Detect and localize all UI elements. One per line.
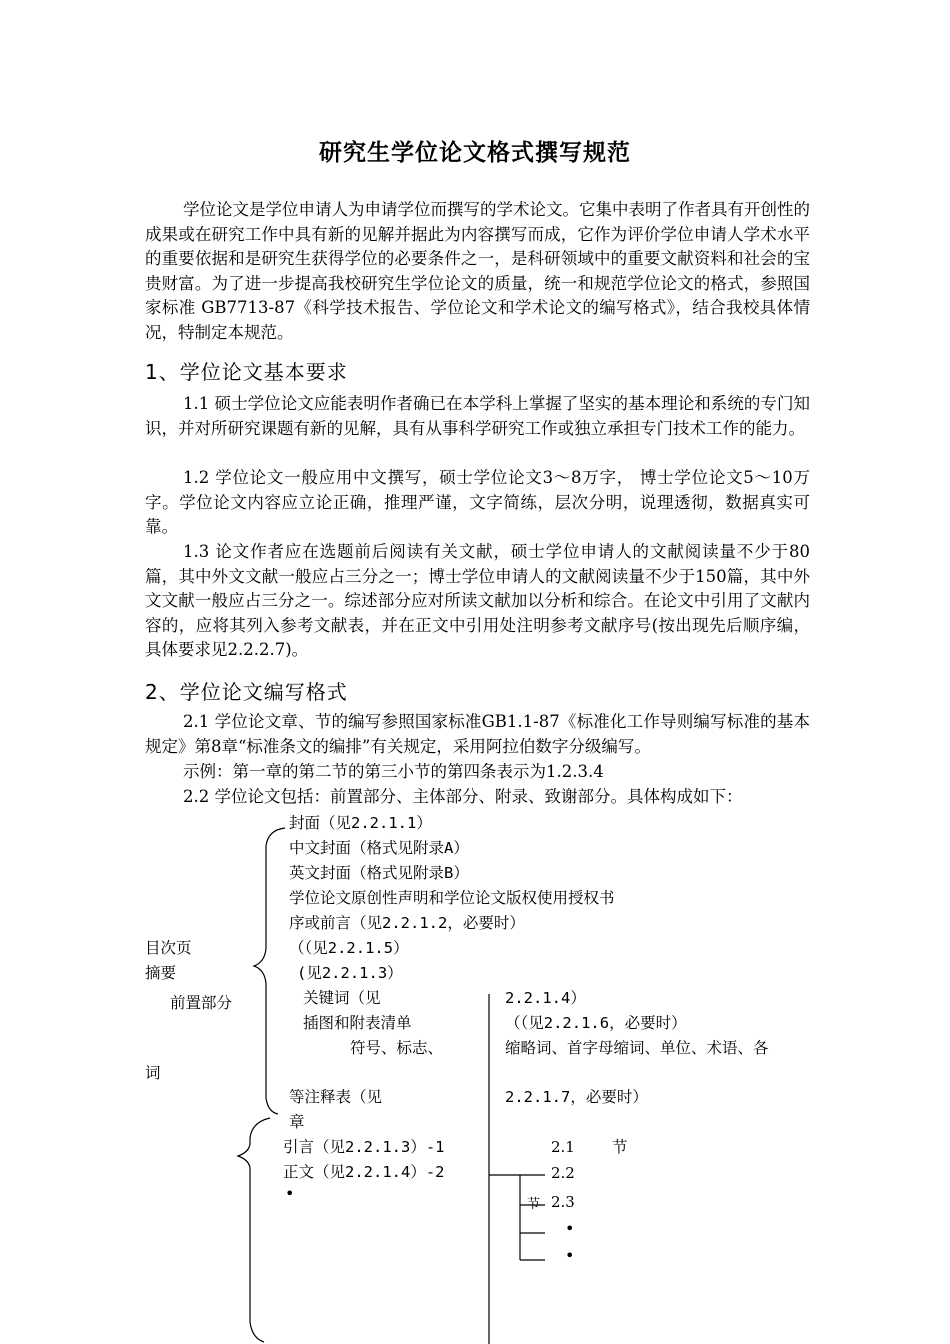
outline-en-cover: 英文封面（格式见附录B） <box>289 864 469 882</box>
outline-cn-cover: 中文封面（格式见附录A） <box>289 839 469 857</box>
outline-notes: 等注释表（见 <box>289 1088 383 1106</box>
outline-keywords-ref: 2.2.1.4） <box>505 989 586 1007</box>
front-matter-brace <box>254 828 285 1114</box>
paragraph-2-2 <box>145 785 810 810</box>
paragraph-2-1 <box>145 710 810 759</box>
intro-paragraph <box>145 198 810 346</box>
paragraph-1-1-text: 1.1 硕士学位论文应能表明作者确已在本学科上掌握了坚实的基本理论和系统的专门知识，并对所研究课题有新的见解，具有从事科学研究工作或独立承担专门技术工作的能力。 <box>145 394 810 438</box>
outline-s22: 2.2 <box>551 1164 575 1182</box>
outline-toc-label: 目次页 <box>145 939 192 957</box>
outline-preface: 序或前言（见2.2.1.2，必要时） <box>289 914 525 932</box>
outline-chapter: 章 <box>289 1113 305 1131</box>
outline-abstract-ref: (见2.2.1.3） <box>297 964 403 982</box>
outline-figures-ref: （（见2.2.1.6，必要时） <box>505 1014 687 1032</box>
paragraph-1-3 <box>145 540 810 663</box>
outline-bullet: • <box>285 1184 295 1203</box>
example-text: 示例：第一章的第二节的第三小节的第四条表示为1.2.3.4 <box>183 762 604 781</box>
example-line <box>145 760 810 785</box>
outline-declaration: 学位论文原创性声明和学位论文版权使用授权书 <box>289 889 615 907</box>
outline-front-label: 前置部分 <box>170 994 233 1012</box>
outline-body-item: 正文（见2.2.1.4）-2 <box>283 1163 445 1181</box>
outline-jie: 节 <box>612 1138 628 1156</box>
outline-s23: 2.3 <box>551 1193 575 1211</box>
intro-text: 学位论文是学位申请人为申请学位而撰写的学术论文。它集中表明了作者具有开创性的成果或在研究工作中具有新的见解并据此为内容撰写而成，它作为评价学位申请人学术水平的重要依据和是研究生获得学位的必要条件之一，是科研领域中的重要文献资料和社会的宝贵财富。为了进一步提高我校研究生学位论文的质量，统一和规范学位论文的格式，参照国家标准 GB7713-87《科学技术报告、学位论文和学术论文的编写格式》，结合我校具体情况，特制定本规范。 <box>145 200 810 342</box>
outline-dot-2: • <box>565 1246 575 1265</box>
outline-dot-1: • <box>565 1219 575 1238</box>
paragraph-1-2-text: 1.2 学位论文一般应用中文撰写，硕士学位论文3～8万字， 博士学位论文5～10万字。学位论文内容应立论正确，推理严谨，文字简练，层次分明，说理透彻，数据真实可靠。 <box>145 468 810 537</box>
paragraph-2-1-text: 2.1 学位论文章、节的编写参照国家标准GB1.1-87《标准化工作导则编写标准的基本规定》第8章“标准条文的编排”有关规定，采用阿拉伯数字分级编写。 <box>145 712 810 756</box>
outline-symbols-rest: 缩略词、首字母缩词、单位、术语、各 <box>505 1039 769 1057</box>
outline-s21: 2.1 <box>551 1138 575 1156</box>
outline-notes-ref: 2.2.1.7，必要时） <box>505 1088 648 1106</box>
outline-intro-item: 引言（见2.2.1.3）-1 <box>283 1138 445 1156</box>
outline-keywords: 关键词（见 <box>303 989 381 1007</box>
outline-toc-ref: （（见2.2.1.5） <box>289 939 409 957</box>
outline-cover: 封面（见2.2.1.1） <box>289 814 432 832</box>
document-title: 研究生学位论文格式撰写规范 <box>319 140 631 166</box>
section-heading-2: 2、学位论文编写格式 <box>145 680 348 704</box>
outline-ci: 词 <box>145 1064 161 1082</box>
paragraph-1-2 <box>145 466 810 540</box>
outline-symbols: 符号、标志、 <box>350 1039 444 1057</box>
outline-figures: 插图和附表清单 <box>303 1014 412 1032</box>
paragraph-1-3-text: 1.3 论文作者应在选题前后阅读有关文献，硕士学位申请人的文献阅读量不少于80篇，其中外文文献一般应占三分之一；博士学位申请人的文献阅读量不少于150篇，其中外文文献一般应占三分之一。综述部分应对所读文献加以分析和综合。在论文中引用了文献内容的，应将其列入参考文献表，并在正文中引用处注明参考文献序号(按出现先后顺序编，具体要求见2.2.2.7)。 <box>145 542 810 660</box>
outer-brace <box>238 1118 270 1342</box>
section-heading-1: 1、学位论文基本要求 <box>145 360 348 384</box>
outline-jie2: 节 <box>527 1197 541 1212</box>
paragraph-1-1 <box>145 392 810 441</box>
paragraph-2-2-text: 2.2 学位论文包括：前置部分、主体部分、附录、致谢部分。具体构成如下： <box>183 787 743 806</box>
outline-abstract-label: 摘要 <box>145 964 177 982</box>
